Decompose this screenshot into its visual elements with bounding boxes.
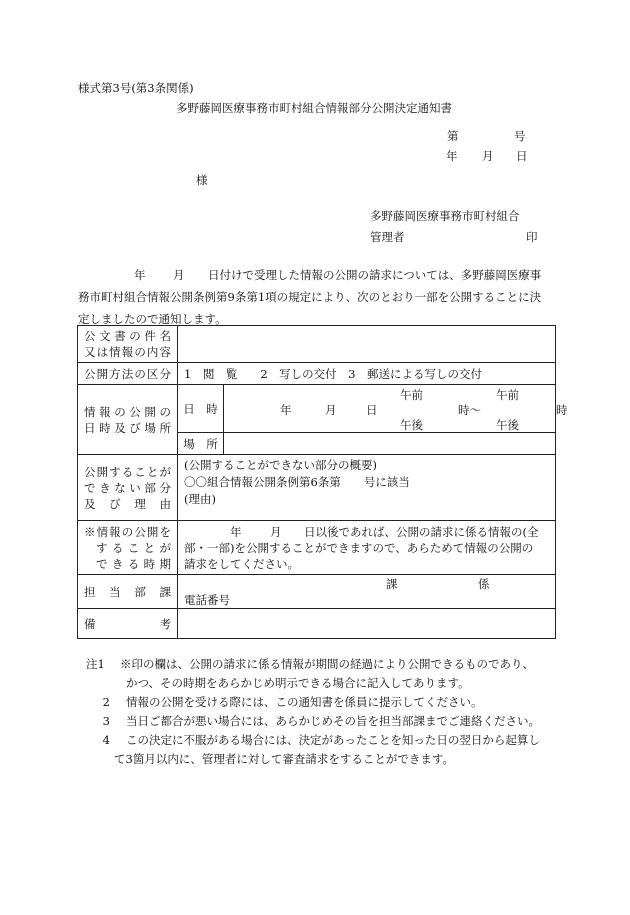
value-disclosable-period: 年 月 日以後であれば、公開の請求に係る情報の(全 部・一部)を公開することができますので、あらためて情報の公開の 請求をしてください。 bbox=[178, 521, 556, 575]
value-department: 課 係 電話番号 bbox=[178, 575, 556, 609]
seal-mark: 印 bbox=[526, 230, 538, 244]
value-undisclosable: (公開することができない部分の概要) 〇〇組合情報公開条例第6条第 号に該当 (理由) bbox=[178, 455, 556, 521]
label-subject: 公文書の件名 又は情報の内容 bbox=[78, 326, 178, 363]
value-subject bbox=[178, 326, 556, 363]
value-method: 1 閲 覧 2 写しの交付 3 郵送による写しの交付 bbox=[178, 363, 556, 385]
label-remarks: 備考 bbox=[78, 609, 178, 639]
table-row-undisclosable bbox=[78, 455, 556, 521]
para-line3: 定しましたので通知します。 bbox=[78, 312, 227, 326]
label-disclosable-period: ※情報の公開を することが できる時期 bbox=[78, 521, 178, 575]
page-title: 多野藤岡医療事務市町村組合情報部分公開決定通知書 bbox=[176, 101, 452, 115]
table-row-method bbox=[78, 363, 556, 385]
note-item: 4 この決定に不服がある場合には、決定があったことを知った日の翌日から起算し bbox=[102, 733, 540, 747]
doc-number-suffix: 号 bbox=[514, 129, 526, 143]
date-day-label: 日 bbox=[516, 149, 528, 163]
note-item-continuation: て3箇月以内に、管理者に対して審査請求をすることができます。 bbox=[114, 752, 454, 766]
addressee-suffix: 様 bbox=[196, 173, 208, 187]
label-department: 担当部課 bbox=[78, 575, 178, 609]
table-row-datetime bbox=[78, 385, 556, 433]
doc-number-prefix: 第 bbox=[447, 129, 459, 143]
label-datetime-place: 情報の公開の 日時及び場所 bbox=[78, 385, 178, 455]
para-month: 月 bbox=[173, 268, 185, 282]
note-item-continuation: かつ、その時期をあらかじめ明示できる場合に記入してあります。 bbox=[126, 676, 470, 690]
issuer-organization: 多野藤岡医療事務市町村組合 bbox=[370, 209, 520, 223]
date-year-label: 年 bbox=[446, 149, 458, 163]
note-item: 2 情報の公開を受ける際には、この通知書を係員に提示してください。 bbox=[102, 695, 483, 709]
label-undisclosable: 公開することが できない部分 及び理由 bbox=[78, 455, 178, 521]
note-item: 注1 ※印の欄は、公開の請求に係る情報が期間の経過により公開できるものであり、 bbox=[86, 657, 534, 671]
sublabel-place: 場 所 bbox=[178, 433, 224, 455]
para-line1: 日付けで受理した情報の公開の請求については、多野藤岡医療事 bbox=[208, 268, 542, 282]
note-item: 3 当日ご都合が悪い場合には、あらかじめその旨を担当部課までご連絡ください。 bbox=[102, 714, 540, 728]
form-number: 様式第3号(第3条関係) bbox=[78, 81, 194, 95]
notice-paragraph bbox=[78, 264, 556, 330]
value-place bbox=[224, 433, 556, 455]
notes-section bbox=[86, 655, 556, 769]
sublabel-datetime: 日 時 bbox=[178, 385, 224, 433]
table-row-disclosable-period bbox=[78, 521, 556, 575]
value-datetime: 年 月 日 午前 午後 時～ 午前 午後 時 bbox=[224, 385, 556, 433]
value-remarks bbox=[178, 609, 556, 639]
date-month-label: 月 bbox=[482, 149, 494, 163]
para-line2: 務市町村組合情報公開条例第9条第1項の規定により、次のとおり一部を公開することに決 bbox=[78, 290, 542, 304]
label-method: 公開方法の区分 bbox=[78, 363, 178, 385]
table-row-remarks bbox=[78, 609, 556, 639]
notice-table bbox=[77, 325, 568, 639]
issuer-role: 管理者 bbox=[370, 230, 405, 244]
table-row-subject bbox=[78, 326, 556, 363]
para-year: 年 bbox=[134, 268, 146, 282]
table-row-department bbox=[78, 575, 556, 609]
